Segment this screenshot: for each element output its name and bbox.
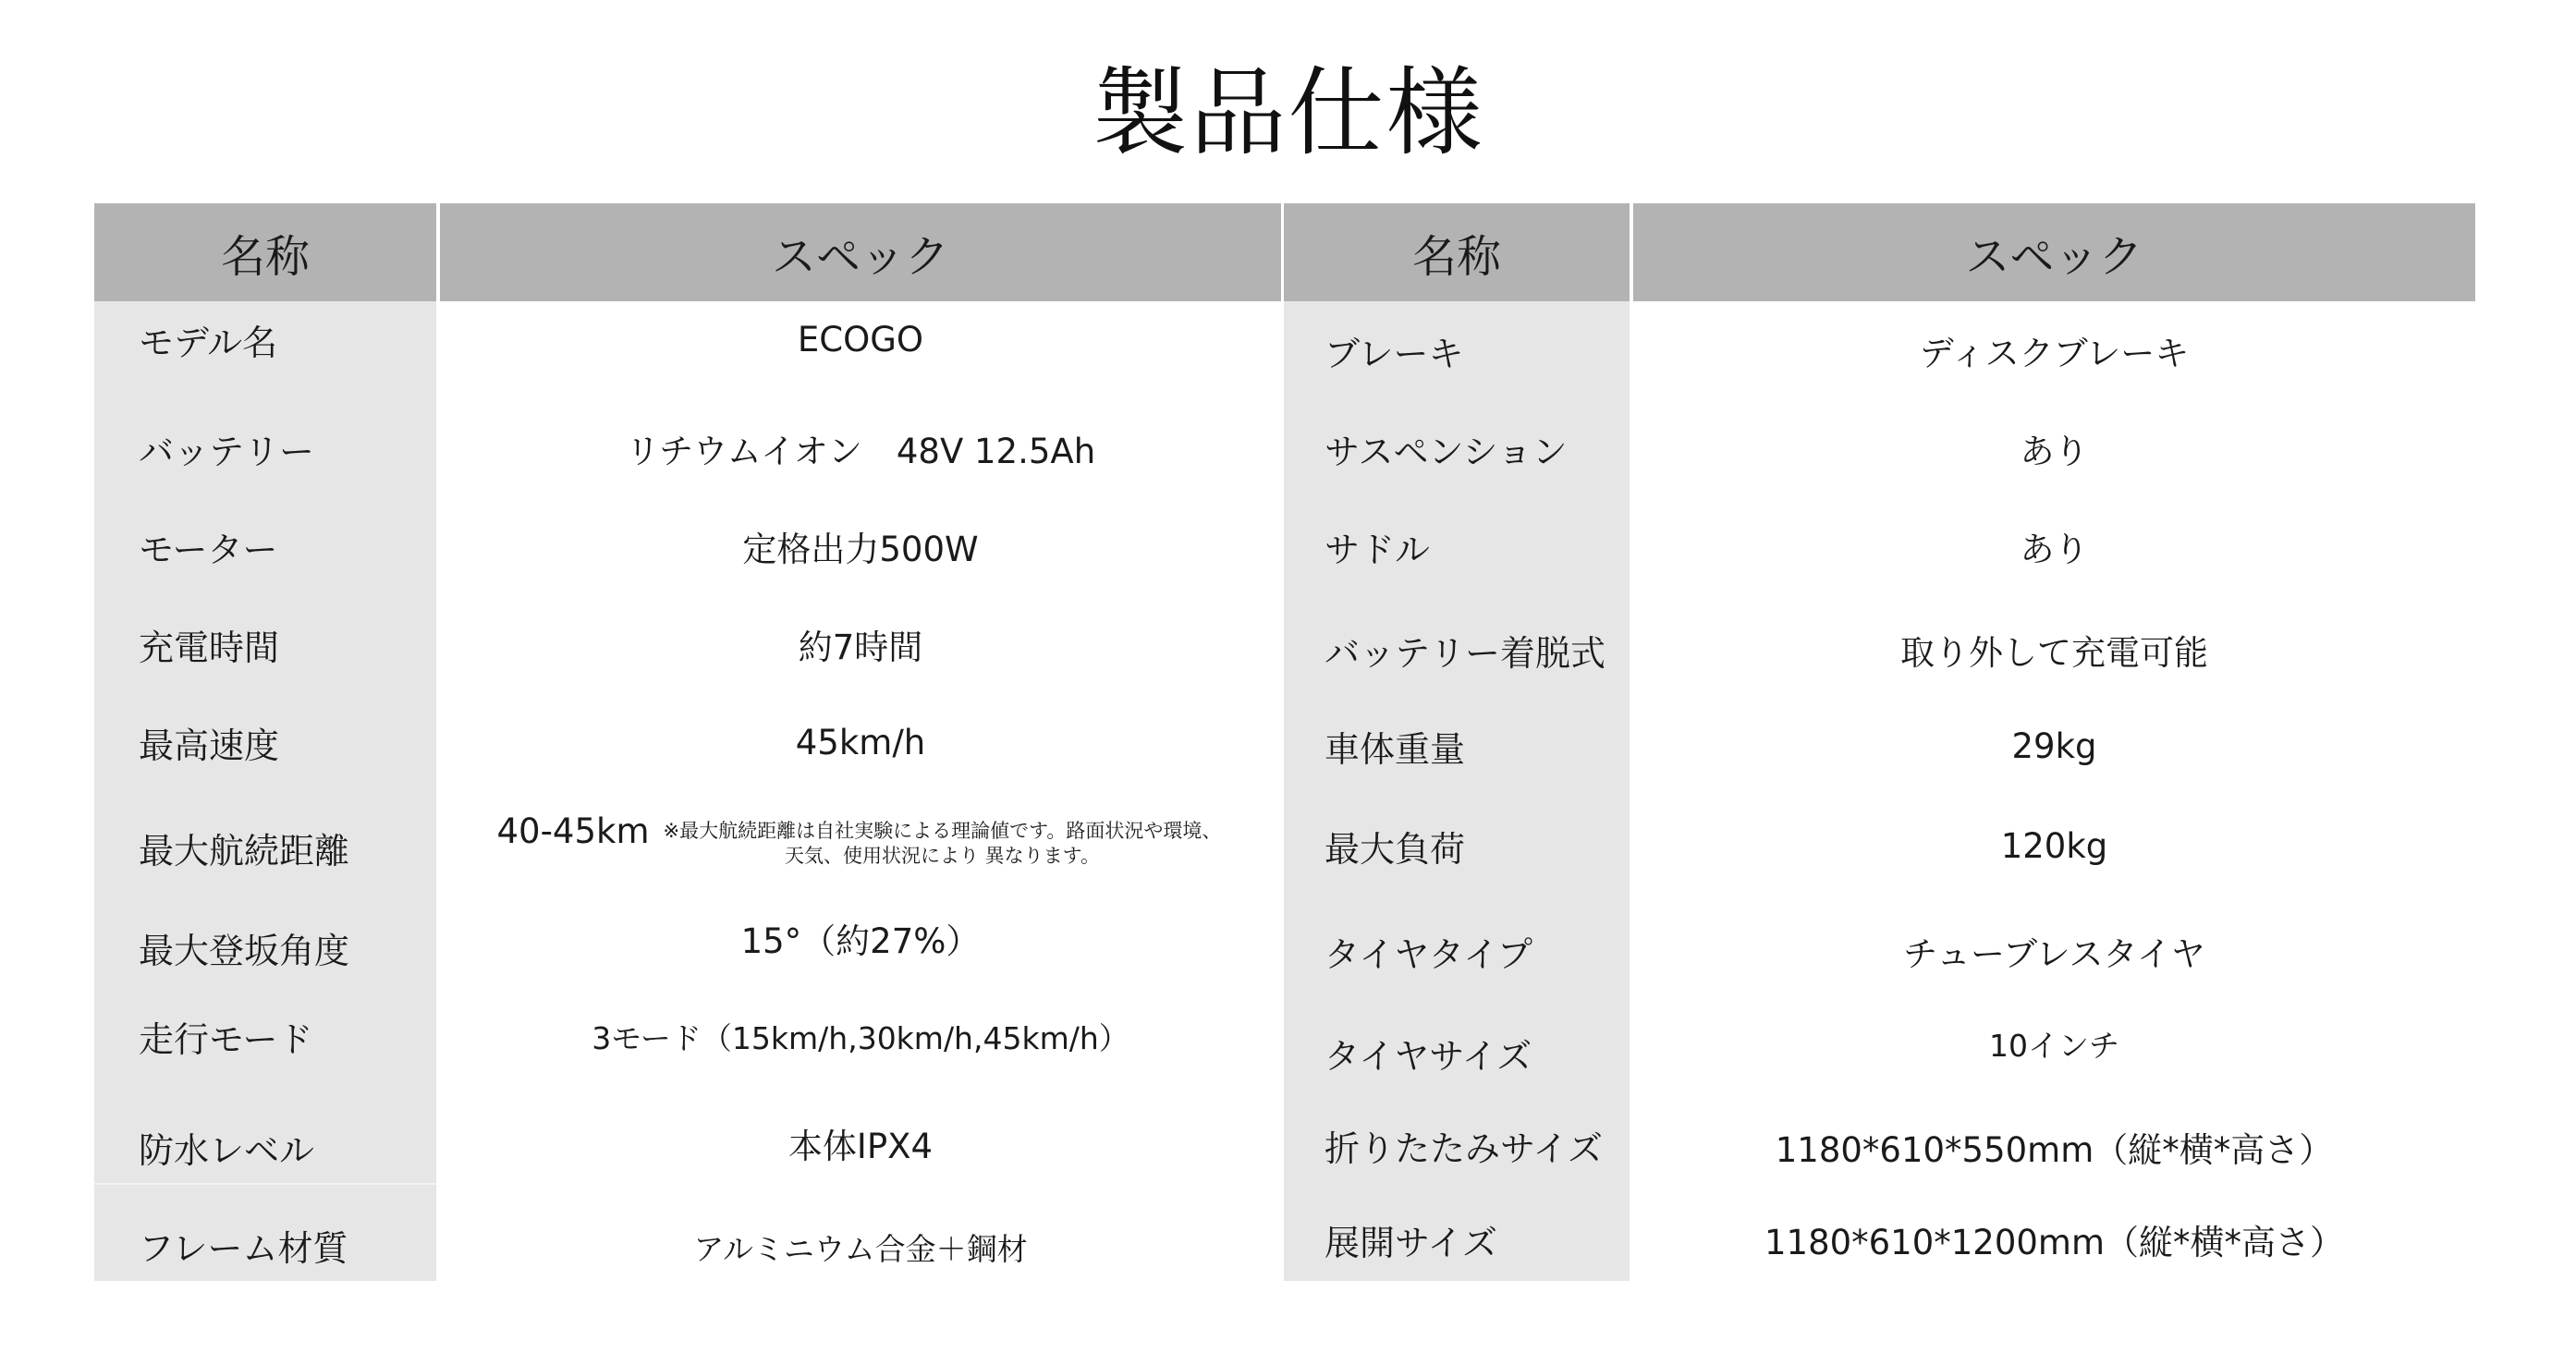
spec-value: 約7時間 — [798, 628, 923, 667]
table-row — [1284, 497, 2475, 595]
spec-name: フレーム材質 — [139, 1227, 348, 1269]
spec-value: 15°（約27%） — [740, 921, 981, 961]
table-row — [1284, 1085, 2475, 1183]
table-header-row — [94, 203, 2475, 301]
table-row — [1284, 1183, 2475, 1281]
header-name-left: 名称 — [94, 203, 436, 301]
spec-value: 本体IPX4 — [787, 1127, 934, 1166]
spec-name: ブレーキ — [1325, 333, 1464, 374]
range-wrap — [497, 811, 1225, 869]
spec-name: 最高速度 — [139, 725, 280, 766]
table-row — [94, 399, 1281, 497]
spec-value: リチウムイオン 48V 12.5Ah — [625, 432, 1096, 471]
table-row — [1284, 791, 2475, 889]
spec-value: 3モード（15km/h,30km/h,45km/h） — [592, 1019, 1129, 1056]
spec-value: 10インチ — [1989, 1027, 2119, 1064]
spec-value: 1180*610*550mm（縦*横*高さ） — [1775, 1130, 2334, 1170]
spec-table — [94, 203, 2475, 1281]
spec-name: バッテリー着脱式 — [1325, 632, 1606, 674]
spec-name: 防水レベル — [139, 1129, 315, 1171]
table-row — [94, 693, 1281, 791]
page-title: 製品仕様 — [1092, 56, 1484, 169]
spec-value: ECOGO — [797, 319, 924, 360]
spec-value: チューブレスタイヤ — [1903, 934, 2205, 974]
spec-value: 45km/h — [795, 722, 926, 762]
spec-name: モデル名 — [139, 322, 278, 363]
spec-name: バッテリー — [139, 431, 315, 472]
table-row — [94, 791, 1281, 889]
header-spec-right: スペック — [1633, 203, 2475, 301]
spec-name: 展開サイズ — [1325, 1222, 1497, 1263]
table-row — [1284, 693, 2475, 791]
spec-name: 最大登坂角度 — [139, 930, 350, 971]
table-row — [1284, 399, 2475, 497]
header-spec-left: スペック — [440, 203, 1281, 301]
spec-name: 最大航続距離 — [139, 830, 350, 872]
spec-value: 40-45km — [496, 811, 650, 851]
footnote: ※最大航続距離は自社実験による理論値です。路面状況や環境、天気、使用状況により 異なります。 — [663, 820, 1222, 867]
table-row — [94, 595, 1281, 693]
table-row — [94, 1085, 1281, 1183]
spec-value: 120kg — [2000, 825, 2108, 866]
spec-value-with-note — [440, 791, 1281, 889]
spec-value: 取り外して充電可能 — [1900, 633, 2208, 673]
spec-name: 走行モード — [139, 1018, 313, 1060]
spec-name: サスペンション — [1325, 431, 1568, 472]
spec-value: 1180*610*1200mm（縦*横*高さ） — [1764, 1223, 2345, 1262]
spec-name: モーター — [139, 529, 278, 570]
spec-name: 車体重量 — [1325, 728, 1466, 770]
header-name-right: 名称 — [1284, 203, 1630, 301]
spec-value: 29kg — [2011, 725, 2097, 766]
table-row — [94, 301, 1281, 399]
spec-name: 充電時間 — [139, 627, 280, 668]
spec-name: サドル — [1325, 529, 1431, 570]
spec-name: タイヤタイプ — [1325, 933, 1532, 975]
spec-name: タイヤサイズ — [1325, 1035, 1532, 1077]
spec-value: 定格出力500W — [742, 530, 979, 569]
table-row — [1284, 987, 2475, 1085]
table-row — [94, 497, 1281, 595]
table-row — [94, 987, 1281, 1085]
table-row — [94, 889, 1281, 987]
spec-value: アルミニウム合金＋鋼材 — [693, 1230, 1028, 1267]
spec-value: あり — [2020, 432, 2089, 471]
table-row — [1284, 889, 2475, 987]
spec-name: 最大負荷 — [1325, 828, 1466, 870]
table-row — [94, 1183, 1281, 1281]
spec-value: ディスクブレーキ — [1919, 334, 2190, 373]
table-row — [1284, 595, 2475, 693]
spec-name: 折りたたみサイズ — [1325, 1128, 1603, 1169]
spec-value: あり — [2020, 530, 2089, 569]
table-row — [1284, 301, 2475, 399]
